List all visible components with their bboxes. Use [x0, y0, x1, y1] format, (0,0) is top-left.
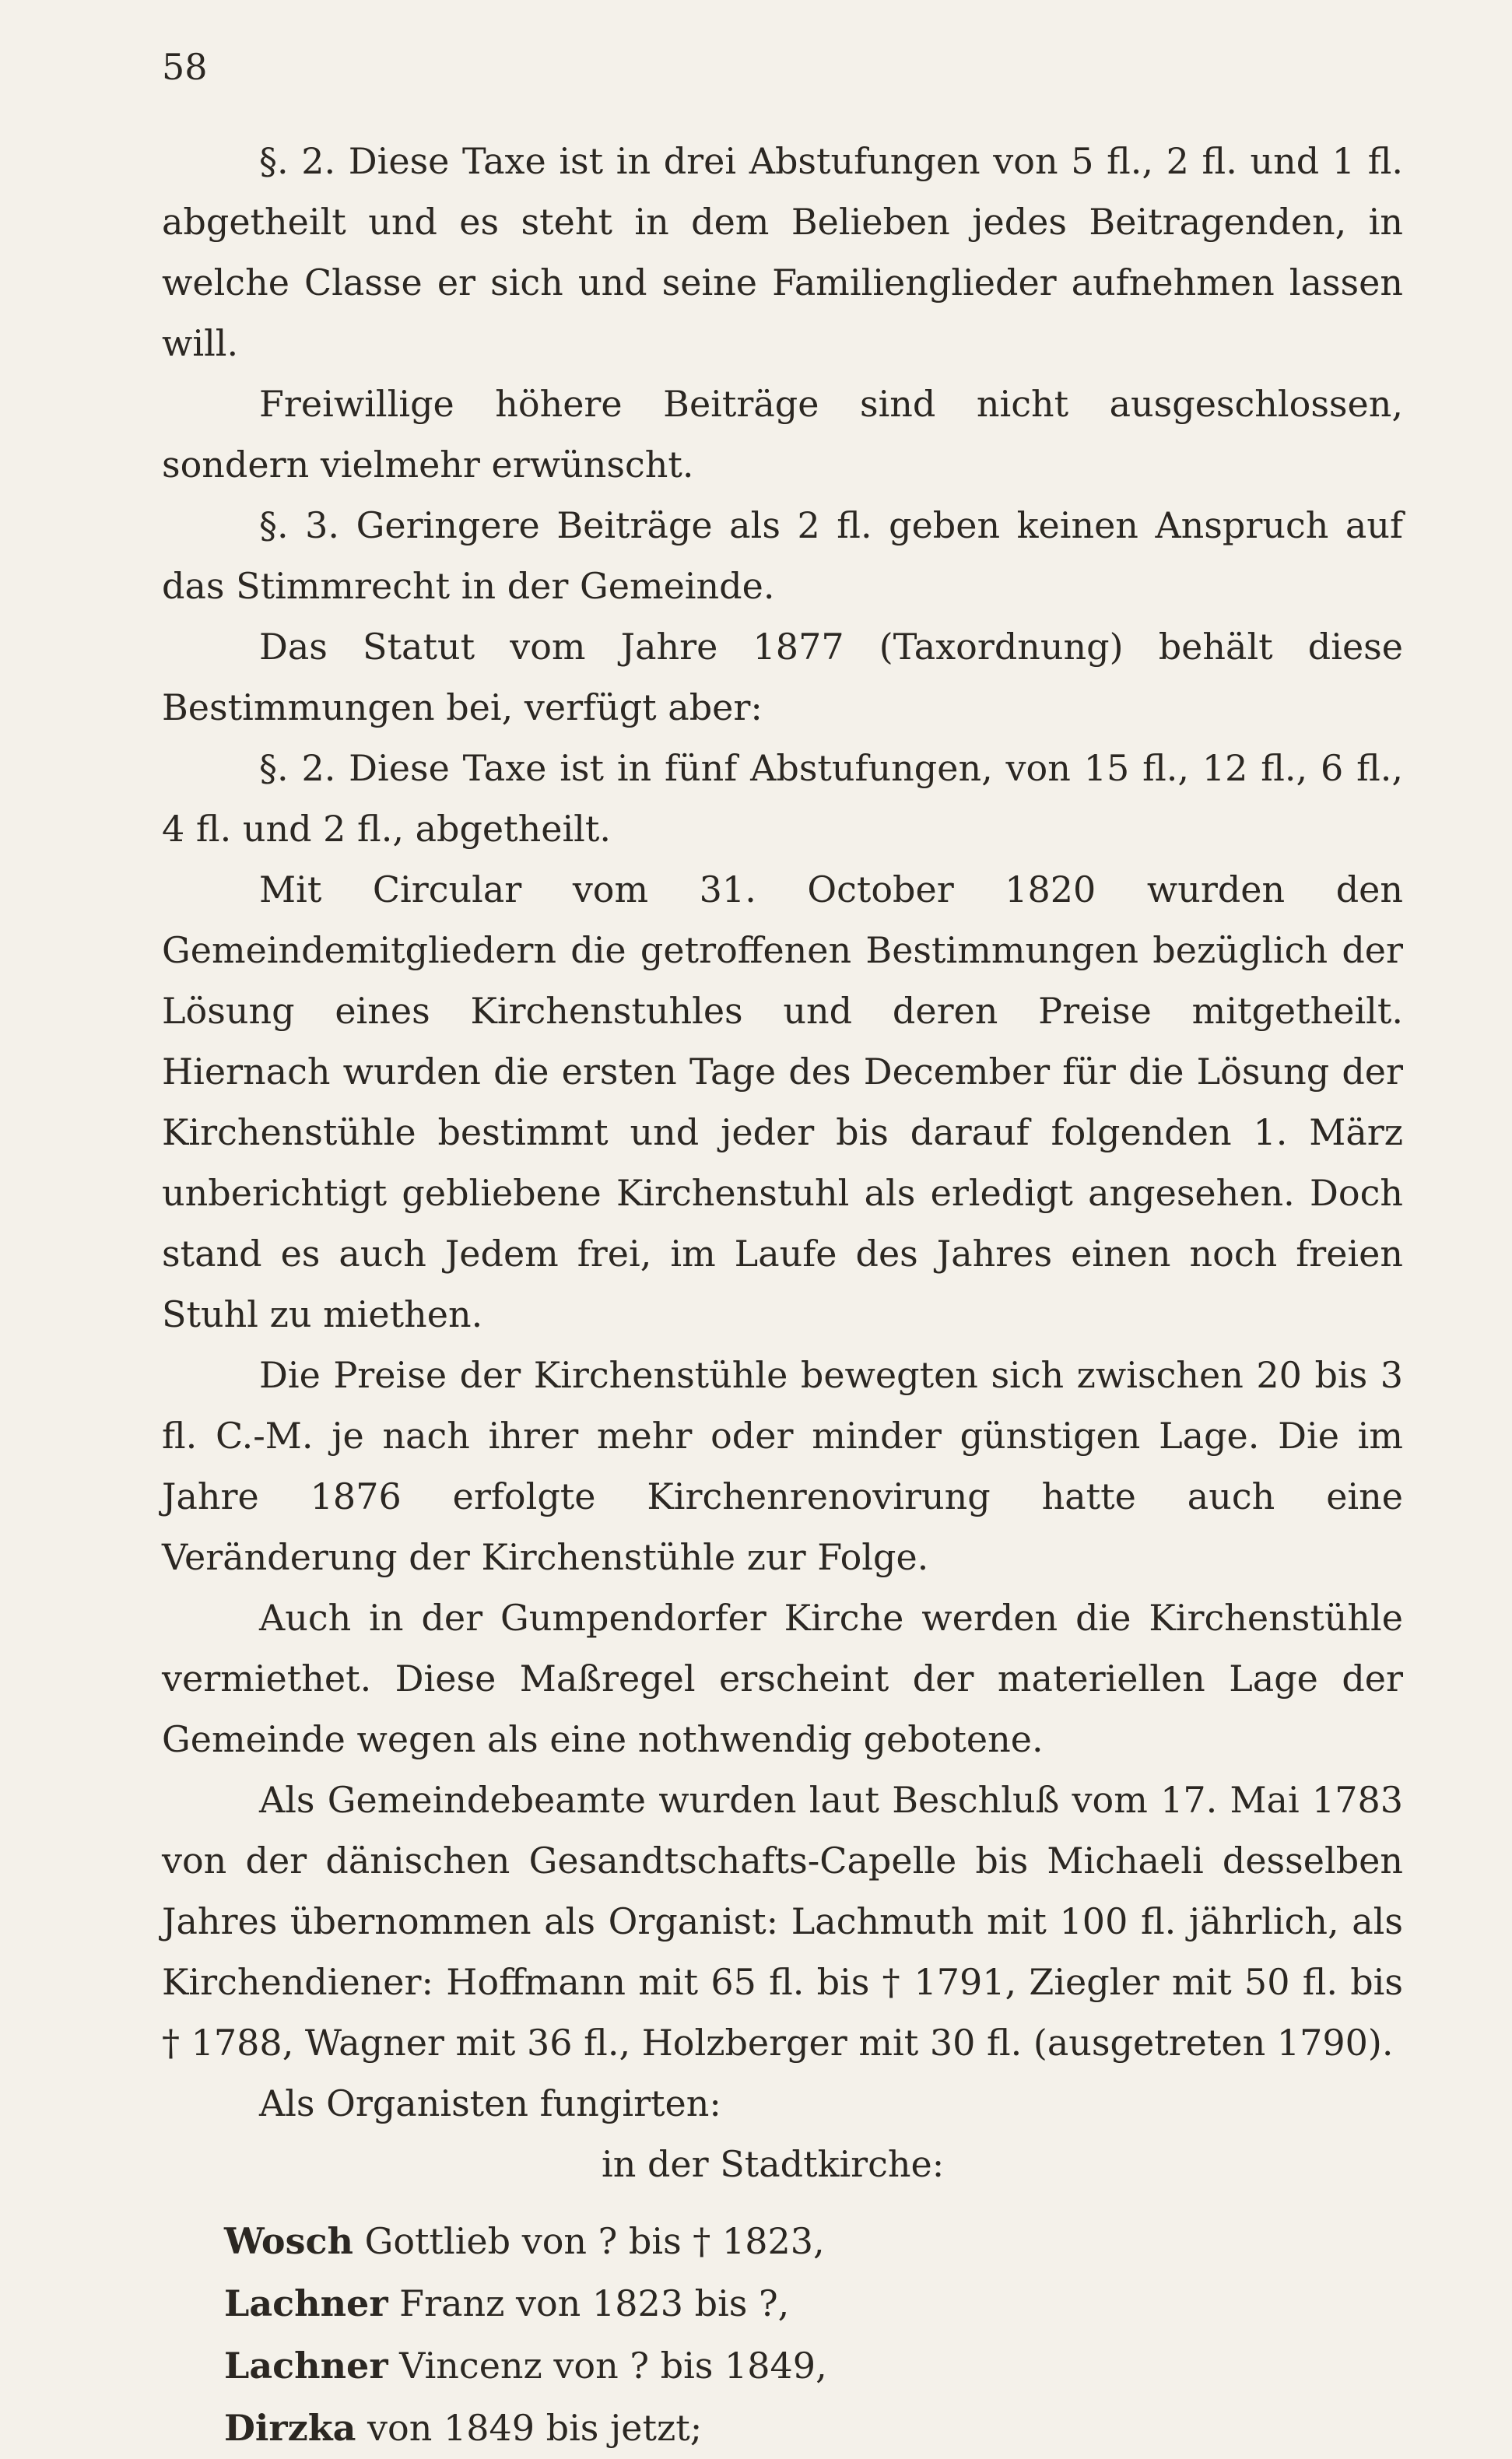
subheading-stadtkirche: in der Stadtkirche:	[602, 2143, 945, 2185]
paragraph-circular-1820: Mit Circular vom 31. October 1820 wurden den Gemeindemitgliedern die getroffenen Bestimmungen bezüglich der Lösung eines Kirchenstuhles und deren Preise mitgetheilt. Hiernach wurden die ersten Tage des December für die Lösung der Kirchenstühle bestimmt und jeder bis darauf folgenden 1. März unberichtigt gebliebene Kirchenstuhl als erledigt angesehen. Doch stand es auch Jedem frei, im Laufe des Jahres einen noch freien Stuhl zu miethen.	[162, 868, 1403, 1335]
paragraph-gemeindebeamte: Als Gemeindebeamte wurden laut Beschluß vom 17. Mai 1783 von der dänischen Gesandtschafts-Capelle bis Michaeli desselben Jahres übernommen als Organist: Lachmuth mit 100 fl. jährlich, als Kirchendiener: Hoffmann mit 65 fl. bis † 1791, Ziegler mit 50 fl. bis † 1788, Wagner mit 36 fl., Holzberger mit 30 fl. (ausgetreten 1790).	[162, 1779, 1403, 2064]
organist-name: Lachner	[224, 2282, 388, 2324]
organist-details: Gottlieb von ? bis † 1823,	[353, 2220, 825, 2262]
paragraph-statut-1877: Das Statut vom Jahre 1877 (Taxordnung) behält diese Bestimmungen bei, verfügt aber:	[162, 626, 1403, 728]
list-item	[224, 2397, 1403, 2459]
organist-details: Franz von 1823 bis ?,	[388, 2282, 790, 2324]
paragraph-fuenf-abstufungen: §. 2. Diese Taxe ist in fünf Abstufungen, von 15 fl., 12 fl., 6 fl., 4 fl. und 2 fl., abgetheilt.	[162, 747, 1403, 850]
organist-details: Vincenz von ? bis 1849,	[388, 2345, 827, 2387]
paragraph-stimmrecht: §. 3. Geringere Beiträge als 2 fl. geben keinen Anspruch auf das Stimmrecht in der Gemeinde.	[162, 504, 1403, 607]
organist-name: Dirzka	[224, 2407, 356, 2449]
paragraph-taxe-abstufungen: §. 2. Diese Taxe ist in drei Abstufungen von 5 fl., 2 fl. und 1 fl. abgetheilt und es steht in dem Belieben jedes Beitragenden, in welche Classe er sich und seine Familienglieder aufnehmen lassen will.	[162, 140, 1403, 364]
paragraph-gumpendorfer-kirche: Auch in der Gumpendorfer Kirche werden die Kirchenstühle vermiethet. Diese Maßregel erscheint der materiellen Lage der Gemeinde wegen als eine nothwendig gebotene.	[162, 1597, 1403, 1760]
organist-name: Wosch	[224, 2220, 353, 2262]
organist-details: von 1849 bis jetzt;	[356, 2407, 703, 2449]
paragraph-freiwillige-beitraege: Freiwillige höhere Beiträge sind nicht ausgeschlossen, sondern vielmehr erwünscht.	[162, 383, 1403, 486]
list-item	[224, 2210, 1403, 2272]
list-item	[224, 2334, 1403, 2397]
organist-list	[162, 2210, 1403, 2459]
page-number: 58	[162, 46, 208, 88]
organist-name: Lachner	[224, 2345, 388, 2387]
paragraph-organisten: Als Organisten fungirten:	[259, 2082, 721, 2124]
text-body	[162, 131, 1403, 2459]
list-item	[224, 2272, 1403, 2334]
paragraph-preise-kirchenstuehle: Die Preise der Kirchenstühle bewegten sich zwischen 20 bis 3 fl. C.-M. je nach ihrer mehr oder minder günstigen Lage. Die im Jahre 1876 erfolgte Kirchenrenovirung hatte auch eine Veränderung der Kirchenstühle zur Folge.	[162, 1354, 1403, 1578]
